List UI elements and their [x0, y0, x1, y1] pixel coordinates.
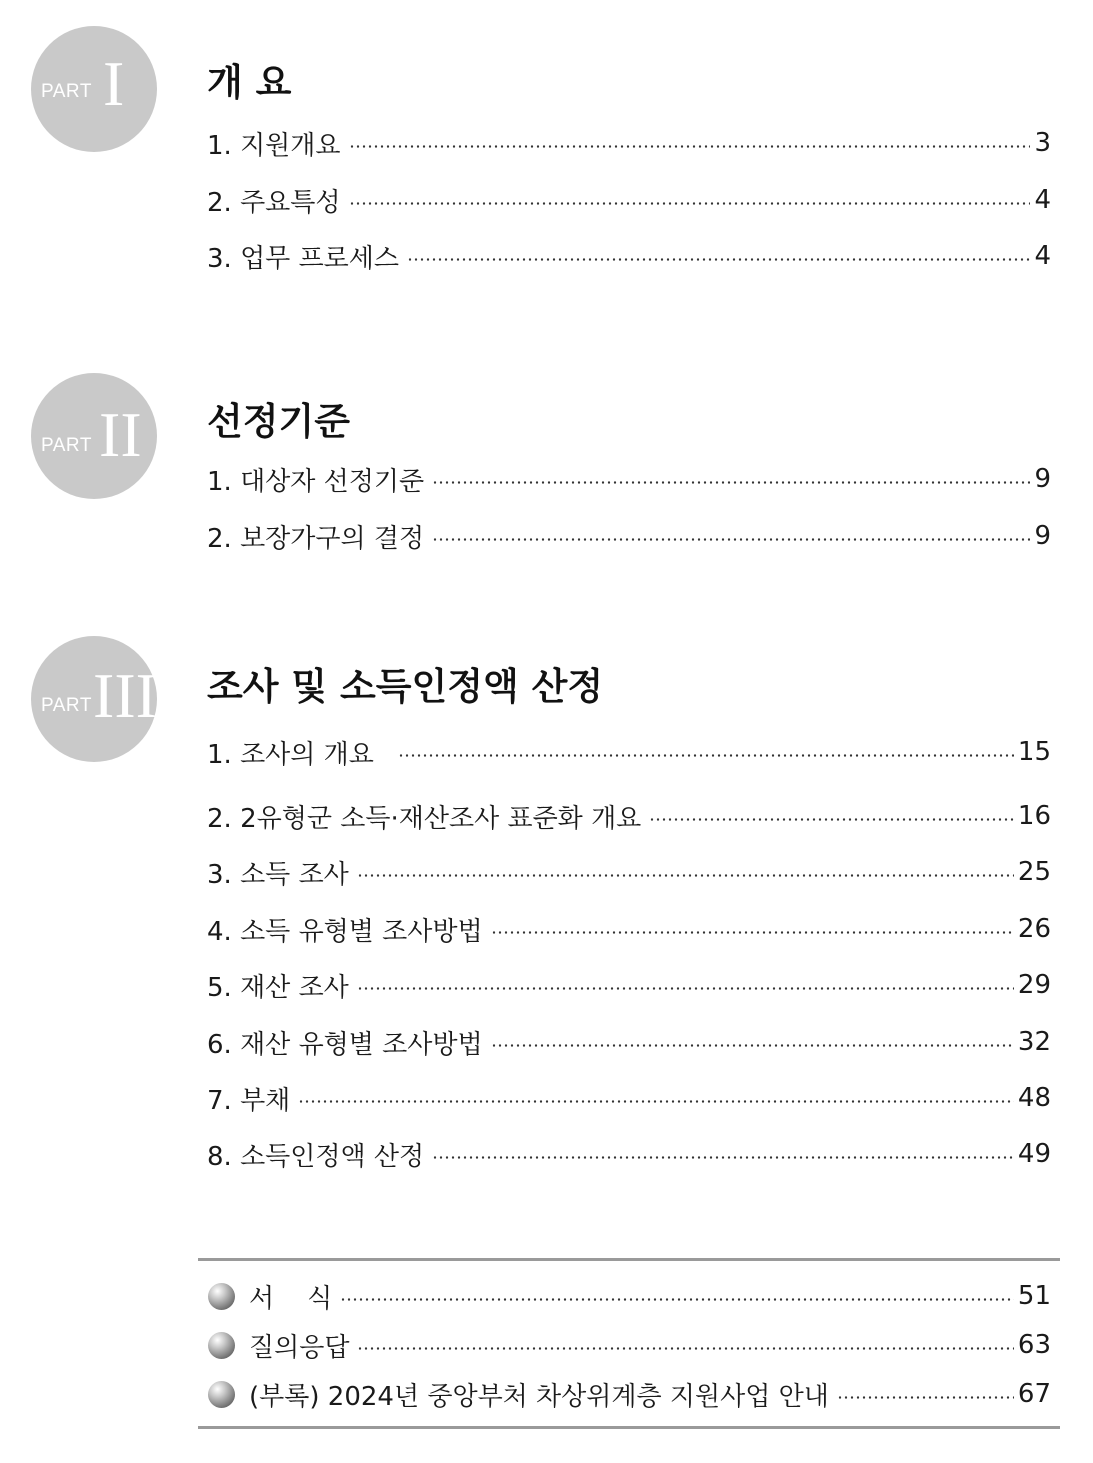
sphere-bullet-icon: [208, 1283, 235, 1310]
appendix-entry-page: 51: [1017, 1281, 1051, 1311]
dot-leader: [649, 818, 1014, 821]
toc-entry-label: 8. 소득인정액 산정: [207, 1141, 425, 1172]
toc-entry[interactable]: [207, 855, 1051, 889]
appendix-entry-label: 서 식: [249, 1283, 333, 1314]
toc-entry[interactable]: [207, 968, 1051, 1002]
dot-leader: [491, 931, 1014, 934]
toc-entry-page: 26: [1017, 914, 1051, 944]
part-3-roman-numeral: III: [93, 660, 157, 731]
toc-entry[interactable]: [207, 462, 1051, 496]
sphere-bullet-icon: [208, 1332, 235, 1359]
toc-entry-page: 4: [1034, 185, 1051, 215]
toc-entry-label: 2. 주요특성: [207, 187, 341, 218]
appendix-entry[interactable]: [208, 1377, 1051, 1411]
dot-leader: [357, 874, 1014, 877]
appendix-bottom-rule: [198, 1426, 1060, 1429]
appendix-entry-page: 63: [1017, 1330, 1051, 1360]
toc-entry-label: 7. 부채: [207, 1085, 291, 1116]
toc-entry[interactable]: [207, 519, 1051, 553]
toc-entry-page: 32: [1017, 1027, 1051, 1057]
toc-entry-label: 1. 조사의 개요: [207, 739, 374, 770]
toc-entry[interactable]: [207, 1025, 1051, 1059]
toc-entry-label: 3. 업무 프로세스: [207, 243, 400, 274]
dot-leader: [349, 202, 1031, 205]
dot-leader: [407, 258, 1030, 261]
dot-leader: [349, 145, 1031, 148]
dot-leader: [357, 1347, 1013, 1350]
toc-entry-page: 15: [1017, 737, 1051, 767]
dot-leader: [398, 754, 1014, 757]
toc-entry[interactable]: [207, 126, 1051, 160]
part-2-label: PART: [41, 435, 92, 456]
toc-entry-page: 29: [1017, 970, 1051, 1000]
toc-entry-label: 5. 재산 조사: [207, 972, 349, 1003]
toc-entry-label: 1. 지원개요: [207, 130, 341, 161]
toc-entry-page: 49: [1017, 1139, 1051, 1169]
toc-entry-label: 3. 소득 조사: [207, 859, 349, 890]
part-2-badge: [31, 373, 157, 499]
dot-leader: [837, 1396, 1014, 1399]
appendix-entry[interactable]: [208, 1279, 1051, 1313]
part-2-title: 선정기준: [207, 400, 350, 443]
part-1-roman-numeral: I: [103, 48, 125, 119]
toc-entry[interactable]: [207, 799, 1051, 833]
toc-entry-label: 2. 2유형군 소득·재산조사 표준화 개요: [207, 803, 642, 834]
toc-entry-label: 2. 보장가구의 결정: [207, 523, 425, 554]
part-1-badge: [31, 26, 157, 152]
toc-entry-label: 1. 대상자 선정기준: [207, 466, 425, 497]
part-1-title: 개 요: [207, 61, 292, 104]
dot-leader: [432, 481, 1030, 484]
part-3-label: PART: [41, 695, 92, 716]
dot-leader: [298, 1100, 1014, 1103]
part-3-title: 조사 및 소득인정액 산정: [207, 665, 604, 708]
toc-entry[interactable]: [207, 183, 1051, 217]
toc-entry-page: 9: [1034, 521, 1051, 551]
toc-entry-page: 16: [1017, 801, 1051, 831]
toc-entry-page: 9: [1034, 464, 1051, 494]
toc-entry-label: 6. 재산 유형별 조사방법: [207, 1029, 483, 1060]
toc-entry-page: 3: [1034, 128, 1051, 158]
toc-entry[interactable]: [207, 1137, 1051, 1171]
dot-leader: [491, 1044, 1014, 1047]
part-1-label: PART: [41, 81, 92, 102]
toc-entry-page: 4: [1034, 241, 1051, 271]
toc-entry[interactable]: [207, 912, 1051, 946]
appendix-entry-label: (부록) 2024년 중앙부처 차상위계층 지원사업 안내: [249, 1381, 829, 1412]
part-2-roman-numeral: II: [99, 399, 142, 470]
toc-entry[interactable]: [207, 1081, 1051, 1115]
dot-leader: [432, 1156, 1014, 1159]
appendix-entry[interactable]: [208, 1328, 1051, 1362]
appendix-top-rule: [198, 1258, 1060, 1261]
toc-entry[interactable]: [207, 239, 1051, 273]
appendix-entry-label: 질의응답: [249, 1332, 350, 1363]
dot-leader: [357, 987, 1014, 990]
toc-entry[interactable]: [207, 735, 1051, 769]
dot-leader: [432, 538, 1030, 541]
toc-entry-label: 4. 소득 유형별 조사방법: [207, 916, 483, 947]
appendix-entry-page: 67: [1017, 1379, 1051, 1409]
toc-entry-page: 48: [1017, 1083, 1051, 1113]
sphere-bullet-icon: [208, 1381, 235, 1408]
toc-entry-page: 25: [1017, 857, 1051, 887]
part-3-badge: [31, 636, 157, 762]
dot-leader: [340, 1298, 1014, 1301]
